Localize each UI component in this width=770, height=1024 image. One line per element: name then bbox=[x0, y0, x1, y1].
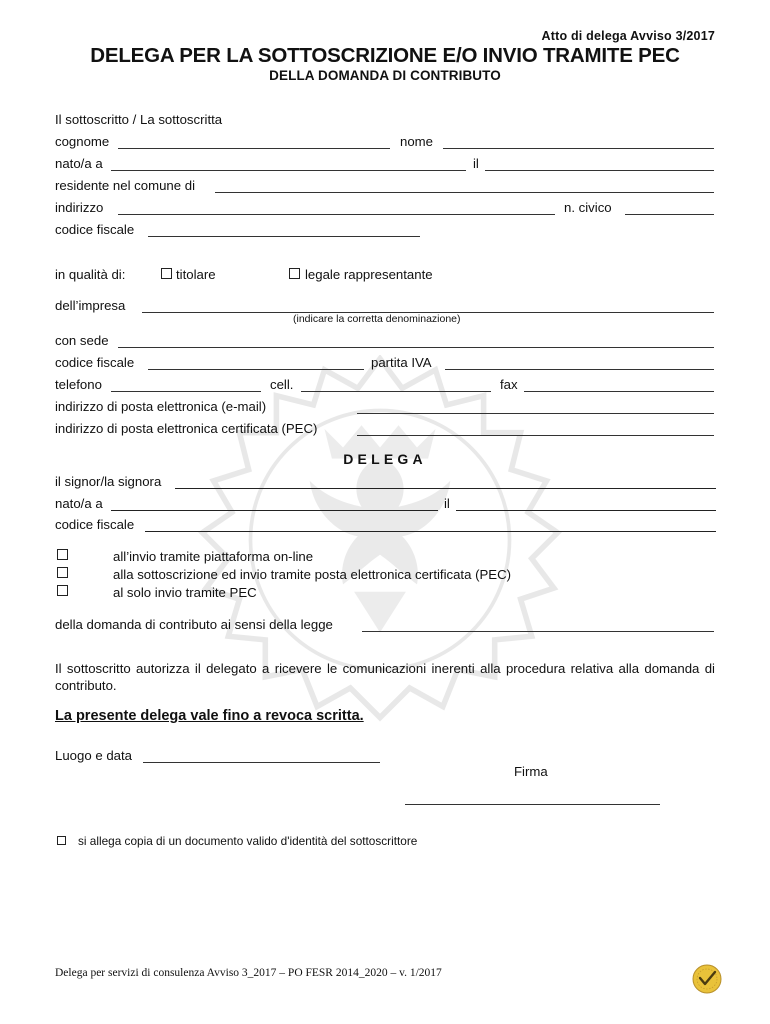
sede-label: con sede bbox=[55, 333, 109, 348]
document-subtitle: DELLA DOMANDA DI CONTRIBUTO bbox=[269, 68, 501, 83]
intro-label: Il sottoscritto / La sottoscritta bbox=[55, 112, 223, 127]
legale-label: legale rappresentante bbox=[305, 267, 433, 282]
pec-field[interactable] bbox=[357, 435, 714, 436]
codice-fiscale-label: codice fiscale bbox=[55, 222, 135, 237]
footer-text: Delega per servizi di consulenza Avviso 3_2017 – PO FESR 2014_2020 – v. 1/2017 bbox=[55, 967, 442, 979]
pec-label: indirizzo di posta elettronica certificata (PEC) bbox=[55, 421, 318, 436]
legge-label: della domanda di contributo ai sensi della legge bbox=[55, 617, 333, 632]
option-online-label: all’invio tramite piattaforma on-line bbox=[113, 549, 314, 564]
civico-field[interactable] bbox=[625, 214, 714, 215]
fax-field[interactable] bbox=[524, 391, 714, 392]
document-title: DELEGA PER LA SOTTOSCRIZIONE E/O INVIO TRAMITE PEC bbox=[90, 44, 680, 67]
impresa-hint: (indicare la corretta denominazione) bbox=[293, 313, 461, 325]
option-online-checkbox[interactable] bbox=[57, 549, 68, 560]
option-pec-only-checkbox[interactable] bbox=[57, 585, 68, 596]
option-pec-sign-checkbox[interactable] bbox=[57, 567, 68, 578]
indirizzo-label: indirizzo bbox=[55, 200, 104, 215]
allegato-checkbox[interactable] bbox=[57, 836, 66, 845]
cf-impresa-label: codice fiscale bbox=[55, 355, 135, 370]
email-field[interactable] bbox=[357, 413, 714, 414]
titolare-label: titolare bbox=[176, 267, 216, 282]
telefono-field[interactable] bbox=[111, 391, 261, 392]
luogo-data-label: Luogo e data bbox=[55, 748, 133, 763]
nato-label: nato/a a bbox=[55, 156, 103, 171]
nome-field[interactable] bbox=[443, 148, 714, 149]
codice-fiscale-field[interactable] bbox=[148, 236, 420, 237]
delega-heading: DELEGA bbox=[343, 451, 427, 467]
autorizza-paragraph: Il sottoscritto autorizza il delegato a ricevere le comunicazioni inerenti alla procedura relativa alla domanda di contributo. bbox=[55, 661, 715, 693]
allegato-label: si allega copia di un documento valido d'identità del sottoscrittore bbox=[78, 834, 418, 848]
legge-field[interactable] bbox=[362, 631, 714, 632]
partita-iva-field[interactable] bbox=[445, 369, 714, 370]
delegato-nome-field[interactable] bbox=[175, 488, 716, 489]
delegato-nome-label: il signor/la signora bbox=[55, 474, 162, 489]
option-pec-sign-label: alla sottoscrizione ed invio tramite posta elettronica certificata (PEC) bbox=[113, 567, 511, 582]
nome-label: nome bbox=[400, 134, 433, 149]
cognome-field[interactable] bbox=[118, 148, 390, 149]
delegato-cf-field[interactable] bbox=[145, 531, 716, 532]
cell-label: cell. bbox=[270, 377, 294, 392]
delegato-data-label: il bbox=[444, 496, 450, 511]
data-nascita-field[interactable] bbox=[485, 170, 714, 171]
document-reference: Atto di delega Avviso 3/2017 bbox=[541, 29, 715, 43]
indirizzo-field[interactable] bbox=[118, 214, 555, 215]
luogo-data-field[interactable] bbox=[143, 762, 380, 763]
cognome-label: cognome bbox=[55, 134, 110, 149]
firma-field[interactable] bbox=[405, 804, 660, 805]
civico-label: n. civico bbox=[564, 200, 612, 215]
legale-checkbox[interactable] bbox=[289, 268, 300, 279]
firma-label: Firma bbox=[514, 764, 548, 779]
validita-statement: La presente delega vale fino a revoca scritta. bbox=[55, 708, 364, 724]
titolare-checkbox[interactable] bbox=[161, 268, 172, 279]
nato-field[interactable] bbox=[111, 170, 466, 171]
cf-impresa-field[interactable] bbox=[148, 369, 364, 370]
email-label: indirizzo di posta elettronica (e-mail) bbox=[55, 399, 267, 414]
fax-label: fax bbox=[500, 377, 518, 392]
sede-field[interactable] bbox=[118, 347, 714, 348]
cell-field[interactable] bbox=[301, 391, 491, 392]
residente-label: residente nel comune di bbox=[55, 178, 196, 193]
delegato-cf-label: codice fiscale bbox=[55, 517, 135, 532]
residente-field[interactable] bbox=[215, 192, 714, 193]
option-pec-only-label: al solo invio tramite PEC bbox=[113, 585, 257, 600]
delegato-nato-field[interactable] bbox=[111, 510, 438, 511]
certification-seal-icon bbox=[691, 963, 723, 995]
delegato-data-field[interactable] bbox=[456, 510, 716, 511]
telefono-label: telefono bbox=[55, 377, 102, 392]
partita-iva-label: partita IVA bbox=[371, 355, 432, 370]
impresa-label: dell’impresa bbox=[55, 298, 126, 313]
data-nascita-label: il bbox=[473, 156, 479, 171]
qualita-label: in qualità di: bbox=[55, 267, 126, 282]
delegato-nato-label: nato/a a bbox=[55, 496, 103, 511]
